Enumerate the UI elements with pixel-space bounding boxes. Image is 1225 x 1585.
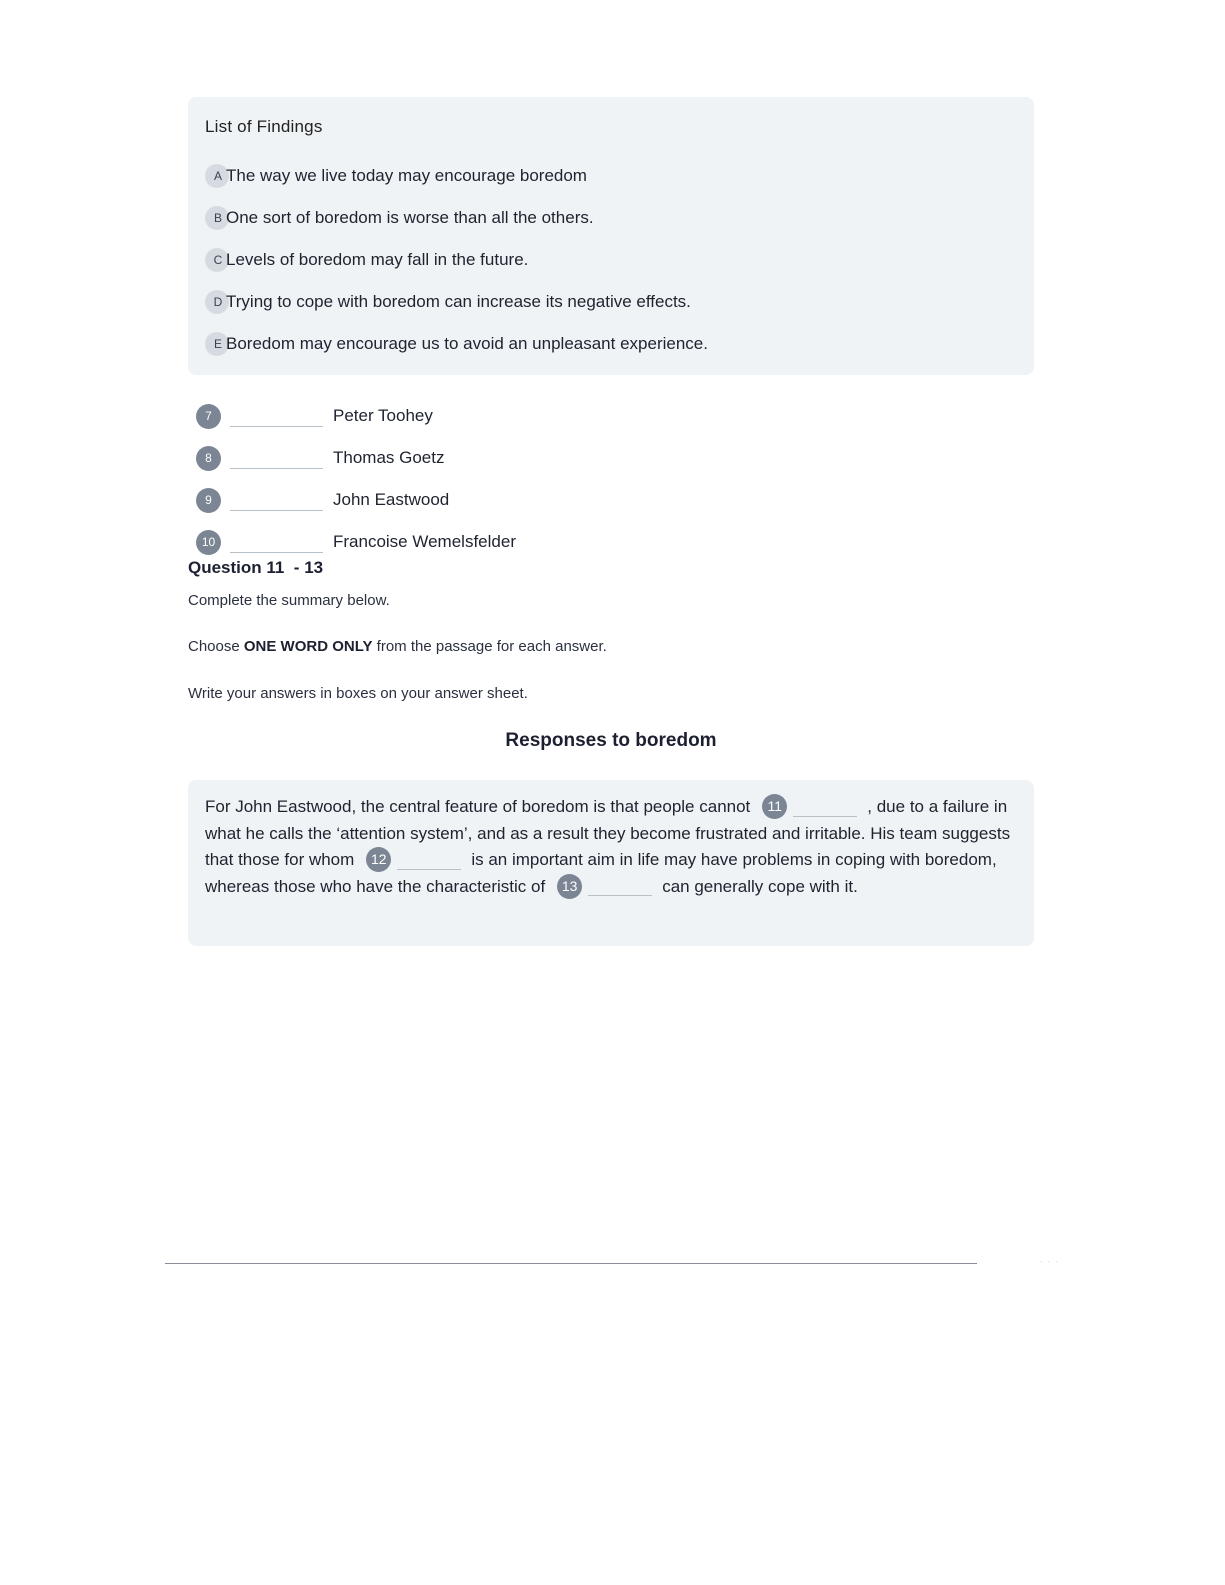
researcher-name: John Eastwood	[333, 490, 450, 509]
finding-item-e	[205, 331, 708, 357]
finding-item-c	[205, 247, 528, 273]
answer-blank-8[interactable]	[230, 447, 323, 469]
finding-letter-badge: B	[205, 206, 229, 230]
question-number-badge: 10	[196, 530, 221, 555]
finding-letter-badge: D	[205, 290, 229, 314]
summary-part-3: is an important aim in life may have problems in coping with boredom, whereas those who have the characteristic of	[205, 850, 997, 896]
findings-panel	[188, 97, 1034, 375]
answer-blank-12[interactable]	[397, 852, 461, 870]
finding-text: Levels of boredom may fall in the future.	[226, 250, 529, 269]
question-number-badge: 8	[196, 446, 221, 471]
instruction-choose-pre: Choose	[188, 638, 244, 655]
findings-title: List of Findings	[205, 117, 323, 136]
summary-part-1: For John Eastwood, the central feature of boredom is that people cannot	[205, 797, 751, 816]
match-row-10	[196, 529, 516, 555]
question-number-badge: 7	[196, 404, 221, 429]
instruction-choose	[188, 638, 607, 655]
finding-letter-badge: A	[205, 164, 229, 188]
answer-blank-11[interactable]	[793, 799, 857, 817]
summary-panel	[188, 780, 1034, 946]
match-row-8	[196, 445, 445, 471]
summary-text	[205, 794, 1020, 900]
gap-number-badge-11: 11	[762, 794, 787, 819]
match-row-9	[196, 487, 449, 513]
finding-item-d	[205, 289, 691, 315]
summary-part-2: , due to a failure in what he calls the ‘attention system’, and as a result they become frustrated and irritable. His team suggests that those for whom	[205, 797, 1011, 869]
gap-number-badge-12: 12	[366, 847, 391, 872]
finding-text: The way we live today may encourage boredom	[226, 166, 587, 185]
question-number-badge: 9	[196, 488, 221, 513]
footer-page-marker: · · ·	[1040, 1259, 1060, 1265]
question-heading: Question 11 - 13	[188, 558, 324, 577]
researcher-name: Thomas Goetz	[333, 448, 445, 467]
match-row-7	[196, 403, 433, 429]
finding-text: Trying to cope with boredom can increase its negative effects.	[226, 292, 691, 311]
footer-divider	[165, 1263, 977, 1264]
answer-blank-10[interactable]	[230, 531, 323, 553]
gap-number-badge-13: 13	[557, 874, 582, 899]
finding-item-a	[205, 163, 587, 189]
finding-text: One sort of boredom is worse than all the others.	[226, 208, 594, 227]
researcher-name: Francoise Wemelsfelder	[333, 532, 516, 551]
instruction-choose-post: from the passage for each answer.	[372, 638, 607, 655]
finding-text: Boredom may encourage us to avoid an unpleasant experience.	[226, 334, 708, 353]
finding-letter-badge: E	[205, 332, 229, 356]
answer-blank-7[interactable]	[230, 405, 323, 427]
summary-part-4: can generally cope with it.	[662, 876, 858, 896]
finding-item-b	[205, 205, 594, 231]
instruction-choose-bold: ONE WORD ONLY	[243, 638, 373, 655]
instruction-complete: Complete the summary below.	[188, 592, 390, 609]
answer-blank-9[interactable]	[230, 489, 323, 511]
finding-letter-badge: C	[205, 248, 229, 272]
researcher-name: Peter Toohey	[333, 406, 433, 425]
instruction-write: Write your answers in boxes on your answer sheet.	[188, 685, 528, 702]
summary-title: Responses to boredom	[505, 730, 717, 751]
answer-blank-13[interactable]	[588, 878, 652, 896]
